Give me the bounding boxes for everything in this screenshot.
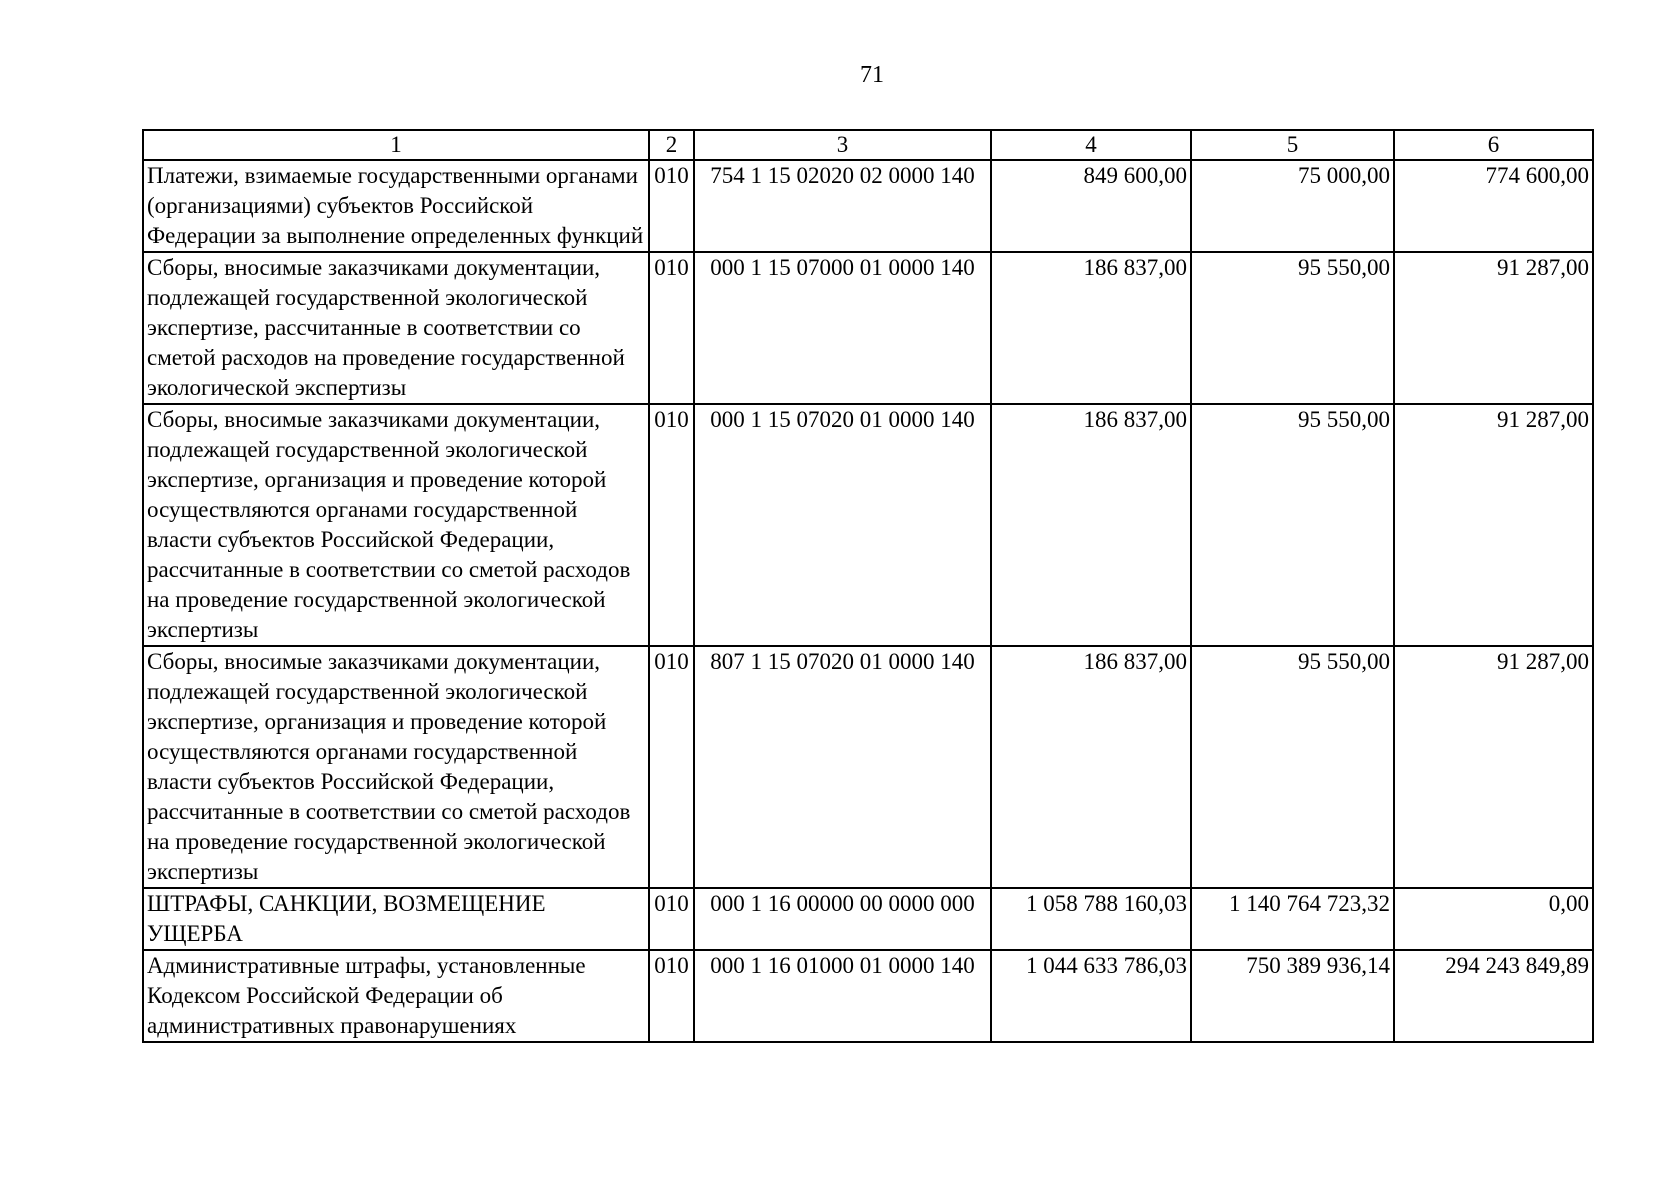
line-code-cell: 010 — [649, 888, 694, 950]
column-6-amount-cell: 91 287,00 — [1394, 252, 1593, 404]
column-5-amount-cell: 95 550,00 — [1191, 646, 1394, 888]
table-row — [143, 404, 1593, 646]
column-5-amount-cell: 95 550,00 — [1191, 252, 1394, 404]
budget-classification-code-cell: 754 1 15 02020 02 0000 140 — [694, 160, 991, 252]
budget-classification-code-cell: 000 1 15 07020 01 0000 140 — [694, 404, 991, 646]
column-6-amount-cell: 0,00 — [1394, 888, 1593, 950]
column-number-6: 6 — [1394, 130, 1593, 160]
column-5-amount-cell: 95 550,00 — [1191, 404, 1394, 646]
column-5-amount-cell: 750 389 936,14 — [1191, 950, 1394, 1042]
column-number-header-row — [143, 130, 1593, 160]
income-name-cell: Сборы, вносимые заказчиками документации, подлежащей государственной экологической экспертизе, рассчитанные в соответствии со сметой расходов на проведение государственной экологической экспертизы — [143, 252, 649, 404]
line-code-cell: 010 — [649, 950, 694, 1042]
budget-classification-code-cell: 000 1 15 07000 01 0000 140 — [694, 252, 991, 404]
income-name-cell: Административные штрафы, установленные Кодексом Российской Федерации об административных правонарушениях — [143, 950, 649, 1042]
column-number-5: 5 — [1191, 130, 1394, 160]
column-6-amount-cell: 91 287,00 — [1394, 404, 1593, 646]
column-4-amount-cell: 186 837,00 — [991, 646, 1191, 888]
line-code-cell: 010 — [649, 404, 694, 646]
table-row — [143, 252, 1593, 404]
budget-classification-code-cell: 000 1 16 01000 01 0000 140 — [694, 950, 991, 1042]
column-5-amount-cell: 75 000,00 — [1191, 160, 1394, 252]
column-4-amount-cell: 849 600,00 — [991, 160, 1191, 252]
income-name-cell: ШТРАФЫ, САНКЦИИ, ВОЗМЕЩЕНИЕ УЩЕРБА — [143, 888, 649, 950]
line-code-cell: 010 — [649, 646, 694, 888]
table-row — [143, 888, 1593, 950]
income-name-cell: Сборы, вносимые заказчиками документации, подлежащей государственной экологической экспертизе, организация и проведение которой осуществляются органами государственной власти субъектов Российской Федерации, рассчитанные в соответствии со сметой расходов на проведение государственной экологической экспертизы — [143, 646, 649, 888]
column-6-amount-cell: 774 600,00 — [1394, 160, 1593, 252]
line-code-cell: 010 — [649, 160, 694, 252]
budget-report-table — [142, 129, 1594, 1043]
income-name-cell: Платежи, взимаемые государственными органами (организациями) субъектов Российской Федерации за выполнение определенных функций — [143, 160, 649, 252]
column-5-amount-cell: 1 140 764 723,32 — [1191, 888, 1394, 950]
budget-classification-code-cell: 000 1 16 00000 00 0000 000 — [694, 888, 991, 950]
table-row — [143, 950, 1593, 1042]
line-code-cell: 010 — [649, 252, 694, 404]
column-4-amount-cell: 186 837,00 — [991, 404, 1191, 646]
income-name-cell: Сборы, вносимые заказчиками документации, подлежащей государственной экологической экспертизе, организация и проведение которой осуществляются органами государственной власти субъектов Российской Федерации, рассчитанные в соответствии со сметой расходов на проведение государственной экологической экспертизы — [143, 404, 649, 646]
column-number-1: 1 — [143, 130, 649, 160]
column-number-2: 2 — [649, 130, 694, 160]
column-4-amount-cell: 1 058 788 160,03 — [991, 888, 1191, 950]
page-number: 71 — [860, 62, 884, 88]
column-4-amount-cell: 186 837,00 — [991, 252, 1191, 404]
table-row — [143, 160, 1593, 252]
column-number-4: 4 — [991, 130, 1191, 160]
budget-classification-code-cell: 807 1 15 07020 01 0000 140 — [694, 646, 991, 888]
column-6-amount-cell: 91 287,00 — [1394, 646, 1593, 888]
column-number-3: 3 — [694, 130, 991, 160]
column-4-amount-cell: 1 044 633 786,03 — [991, 950, 1191, 1042]
column-6-amount-cell: 294 243 849,89 — [1394, 950, 1593, 1042]
table-row — [143, 646, 1593, 888]
